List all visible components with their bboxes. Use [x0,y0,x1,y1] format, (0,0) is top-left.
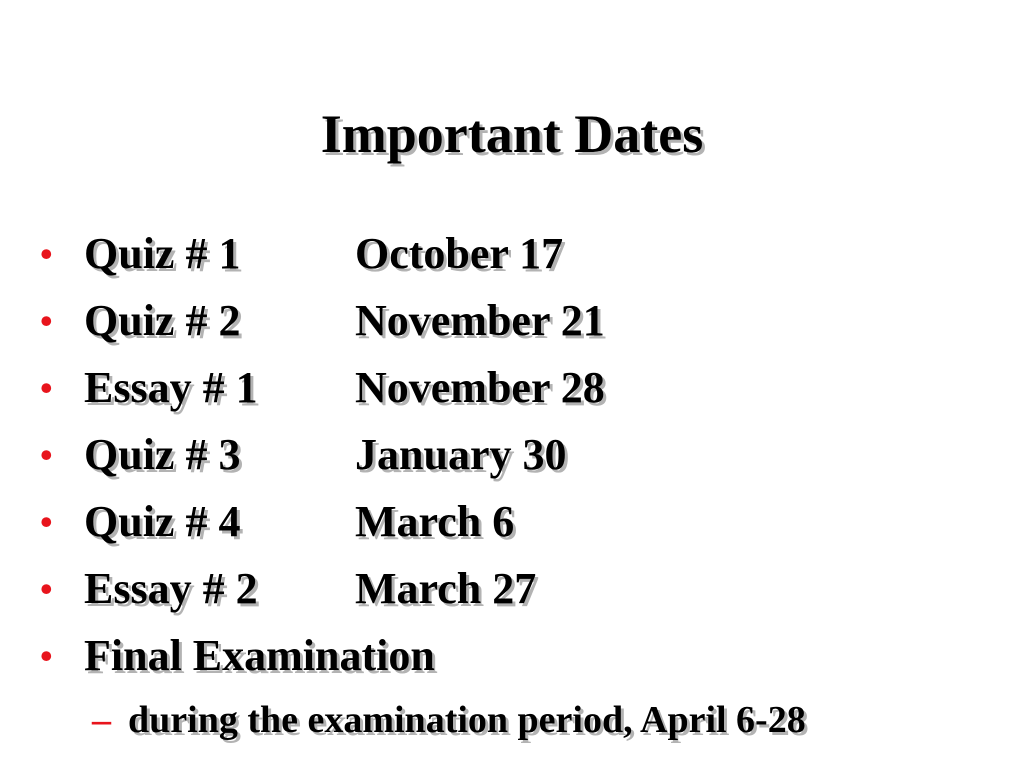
item-label: Quiz # 1 [84,229,241,278]
item-date: March 6 [355,497,515,546]
item-label: Final Examination [84,631,435,680]
bullet-icon: • [40,435,53,475]
list-item-final-exam [40,625,1000,692]
item-date: October 17 [355,229,564,278]
item-label: Quiz # 2 [84,296,241,345]
item-label: Quiz # 3 [84,430,241,479]
dash-icon: – [92,699,111,741]
item-label: Quiz # 4 [84,497,241,546]
slide-title: Important Dates [320,104,704,164]
list-item-quiz-2 [40,290,1000,357]
item-label: Essay # 2 [84,564,258,613]
bullet-icon: • [40,301,53,341]
bullet-list [40,223,1000,752]
list-item-quiz-1 [40,223,1000,290]
sub-list-item-exam-period [40,692,1000,752]
sub-item-text: during the examination period, April 6-28 [128,699,806,741]
item-date: November 28 [355,363,605,412]
item-label: Essay # 1 [84,363,258,412]
list-item-essay-1 [40,357,1000,424]
bullet-icon: • [40,502,53,542]
bullet-icon: • [40,636,53,676]
item-date: November 21 [355,296,605,345]
bullet-icon: • [40,569,53,609]
bullet-icon: • [40,368,53,408]
list-item-quiz-3 [40,424,1000,491]
item-date: March 27 [355,564,537,613]
bullet-icon: • [40,234,53,274]
list-item-quiz-4 [40,491,1000,558]
list-item-essay-2 [40,558,1000,625]
item-date: January 30 [355,430,567,479]
